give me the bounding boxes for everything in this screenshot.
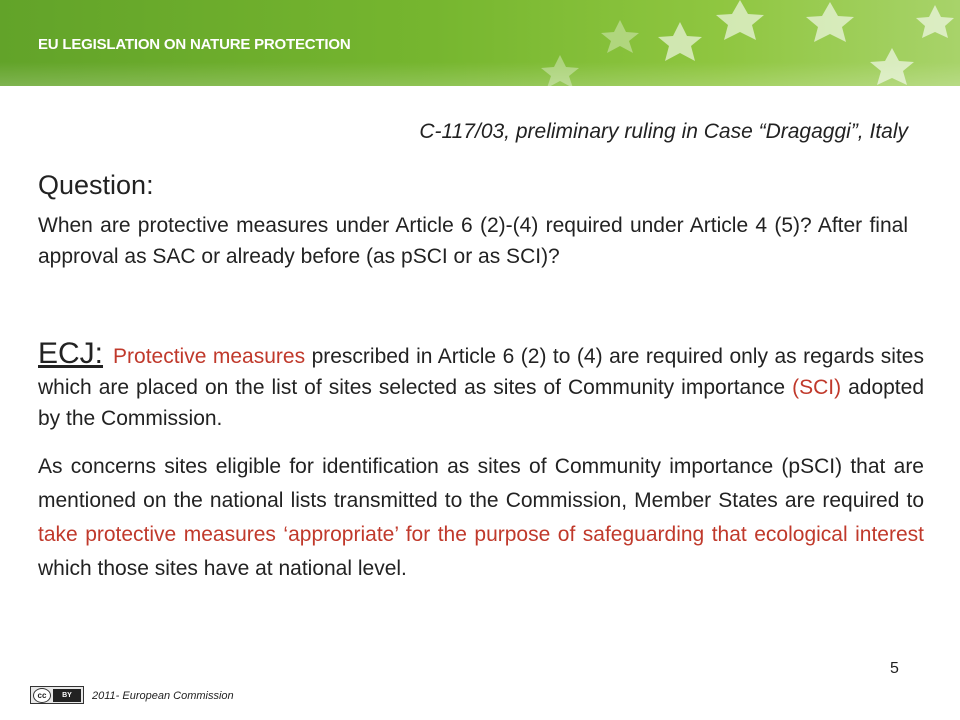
banner-shade [0, 62, 960, 86]
question-heading: Question: [38, 170, 154, 200]
question-text: When are protective measures under Article 6 (2)-(4) required under Article 4 (5)? After final approval as SAC or already before (as pSCI or as SCI)? [38, 214, 908, 268]
ecj-text-end: adopted by the Commission. [38, 376, 924, 430]
ecj-highlight-sci: (SCI) [792, 376, 842, 399]
cc-mark: cc [33, 688, 51, 703]
by-mark: BY [53, 689, 81, 702]
concerns-highlight: take protective measures ‘appropriate’ for the purpose of safeguarding that ecological interest [38, 523, 924, 546]
concerns-paragraph [38, 450, 924, 586]
page-number: 5 [890, 660, 899, 677]
case-subtitle: C-117/03, preliminary ruling in Case “Dragaggi”, Italy [419, 120, 908, 143]
header-banner [0, 0, 960, 86]
cc-by-icon [30, 686, 84, 704]
ecj-ruling [38, 338, 924, 434]
ecj-label: ECJ: [38, 337, 104, 370]
presentation-title: EU LEGISLATION ON NATURE PROTECTION [38, 36, 351, 53]
concerns-text-end: which those sites have at national level. [38, 557, 407, 580]
ecj-text-part: prescribed in Article 6 (2) to (4) are required only as regards sites which are placed on the list of sites selected as sites of Community importance [38, 345, 924, 399]
footer-copyright: 2011- European Commission [92, 690, 234, 702]
concerns-text-part: As concerns sites eligible for identification as sites of Community importance (pSCI) that are mentioned on the national lists transmitted to the Commission, Member States are required to [38, 455, 924, 512]
ecj-highlight-protective-measures: Protective measures [113, 345, 306, 368]
